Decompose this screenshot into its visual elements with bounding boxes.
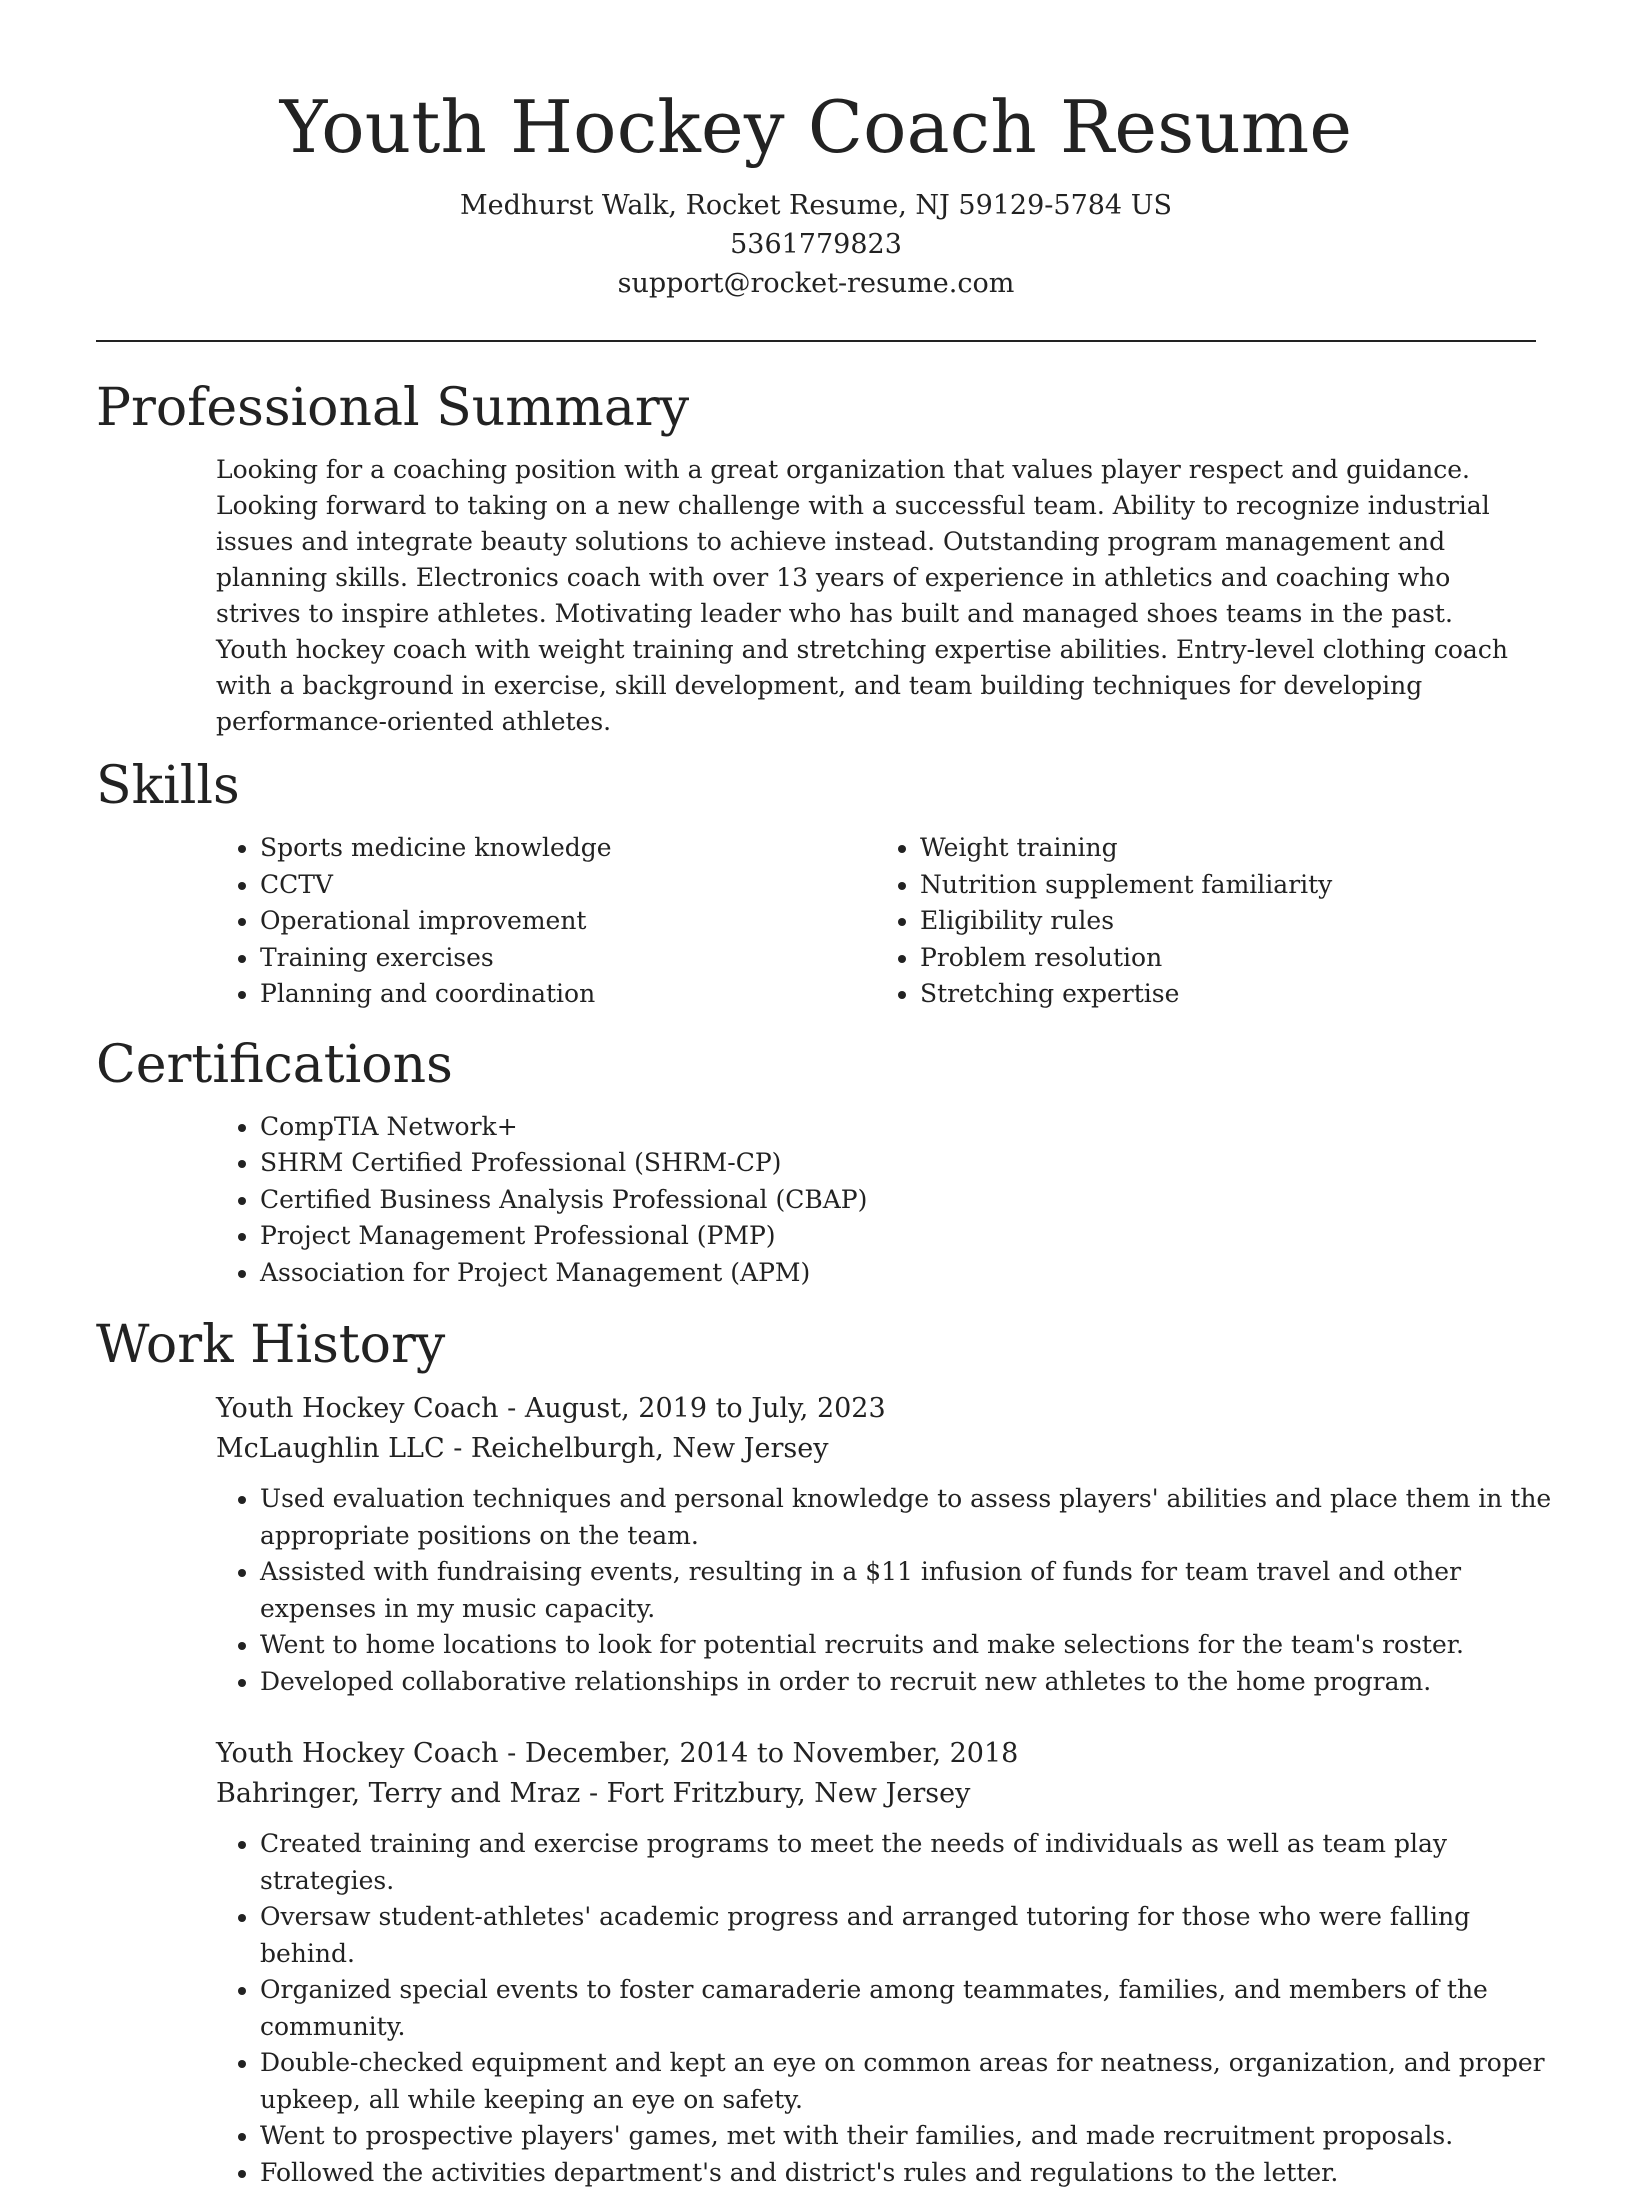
job-bullet: • Organized special events to foster camaraderie among teammates, families, and members of the community. [260,1972,1560,2045]
skill-item: • Operational improvement [260,903,876,940]
skill-item: • Training exercises [260,940,876,977]
job-bullet: • Went to prospective players' games, met with their families, and made recruitment proposals. [260,2118,1560,2155]
certification-item: • CompTIA Network+ [260,1109,1536,1146]
job-bullet: • Created training and exercise programs to meet the needs of individuals as well as team play strategies. [260,1826,1560,1899]
skill-item: • Eligibility rules [920,903,1536,940]
work-history-section [96,1313,1536,2191]
summary-section [96,376,1536,740]
contact-email: support@rocket-resume.com [96,264,1536,303]
skill-item: • Nutrition supplement familiarity [920,867,1536,904]
contact-block [96,186,1536,303]
job-bullet: • Followed the activities department's and district's rules and regulations to the letter. [260,2155,1560,2191]
skill-item: • Planning and coordination [260,976,876,1013]
resume-page [96,0,1536,2191]
job-bullet: • Went to home locations to look for potential recruits and make selections for the team's roster. [260,1627,1560,1664]
certifications-section [96,1033,1536,1292]
summary-text: Looking for a coaching position with a great organization that values player respect and guidance. Looking forward to taking on a new challenge with a successful team. Ability to recognize industrial issues and integrate beauty solutions to achieve instead. Outstanding program management and planning skills. Electronics coach with over 13 years of experience in athletics and coaching who strives to inspire athletes. Motivating leader who has built and managed shoes teams in the past. Youth hockey coach with weight training and stretching expertise abilities. Entry-level clothing coach with a background in exercise, skill development, and team building techniques for developing performance-oriented athletes. [216,452,1516,740]
skills-grid [216,830,1536,1013]
job-company-location: Bahringer, Terry and Mraz - Fort Fritzbury, New Jersey [216,1774,1536,1814]
job-bullet: • Assisted with fundraising events, resulting in a $11 infusion of funds for team travel and other expenses in my music capacity. [260,1554,1560,1627]
summary-heading: Professional Summary [96,376,1536,440]
work-history-heading: Work History [96,1313,1536,1377]
job-entry [216,1389,1536,1700]
certification-item: • Project Management Professional (PMP) [260,1218,1536,1255]
skills-section [96,754,1536,1013]
job-bullet: • Oversaw student-athletes' academic progress and arranged tutoring for those who were falling behind. [260,1899,1560,1972]
resume-header [96,0,1536,303]
job-bullet: • Used evaluation techniques and personal knowledge to assess players' abilities and place them in the appropriate positions on the team. [260,1481,1560,1554]
certification-item: • Association for Project Management (APM) [260,1255,1536,1292]
job-bullet: • Double-checked equipment and kept an eye on common areas for neatness, organization, and proper upkeep, all while keeping an eye on safety. [260,2045,1560,2118]
skill-item: • Weight training [920,830,1536,867]
job-company-location: McLaughlin LLC - Reichelburgh, New Jersey [216,1429,1536,1469]
skill-item: • Stretching expertise [920,976,1536,1013]
skills-list-left [216,830,876,1013]
job-title-dates: Youth Hockey Coach - December, 2014 to November, 2018 [216,1734,1536,1774]
skill-item: • Sports medicine knowledge [260,830,876,867]
certifications-list [216,1109,1536,1292]
skills-list-right [876,830,1536,1013]
job-entry [216,1734,1536,2191]
skills-heading: Skills [96,754,1536,818]
contact-address: Medhurst Walk, Rocket Resume, NJ 59129-5784 US [96,186,1536,225]
job-title-dates: Youth Hockey Coach - August, 2019 to July, 2023 [216,1389,1536,1429]
certification-item: • Certified Business Analysis Professional (CBAP) [260,1182,1536,1219]
header-divider [96,340,1536,342]
job-bullet: • Developed collaborative relationships in order to recruit new athletes to the home program. [260,1664,1560,1701]
skill-item: • Problem resolution [920,940,1536,977]
skill-item: • CCTV [260,867,876,904]
certifications-heading: Certifications [96,1033,1536,1097]
resume-title: Youth Hockey Coach Resume [96,82,1536,172]
contact-phone: 5361779823 [96,225,1536,264]
job-bullets [216,1481,1560,1700]
certification-item: • SHRM Certified Professional (SHRM-CP) [260,1145,1536,1182]
job-bullets [216,1826,1560,2191]
